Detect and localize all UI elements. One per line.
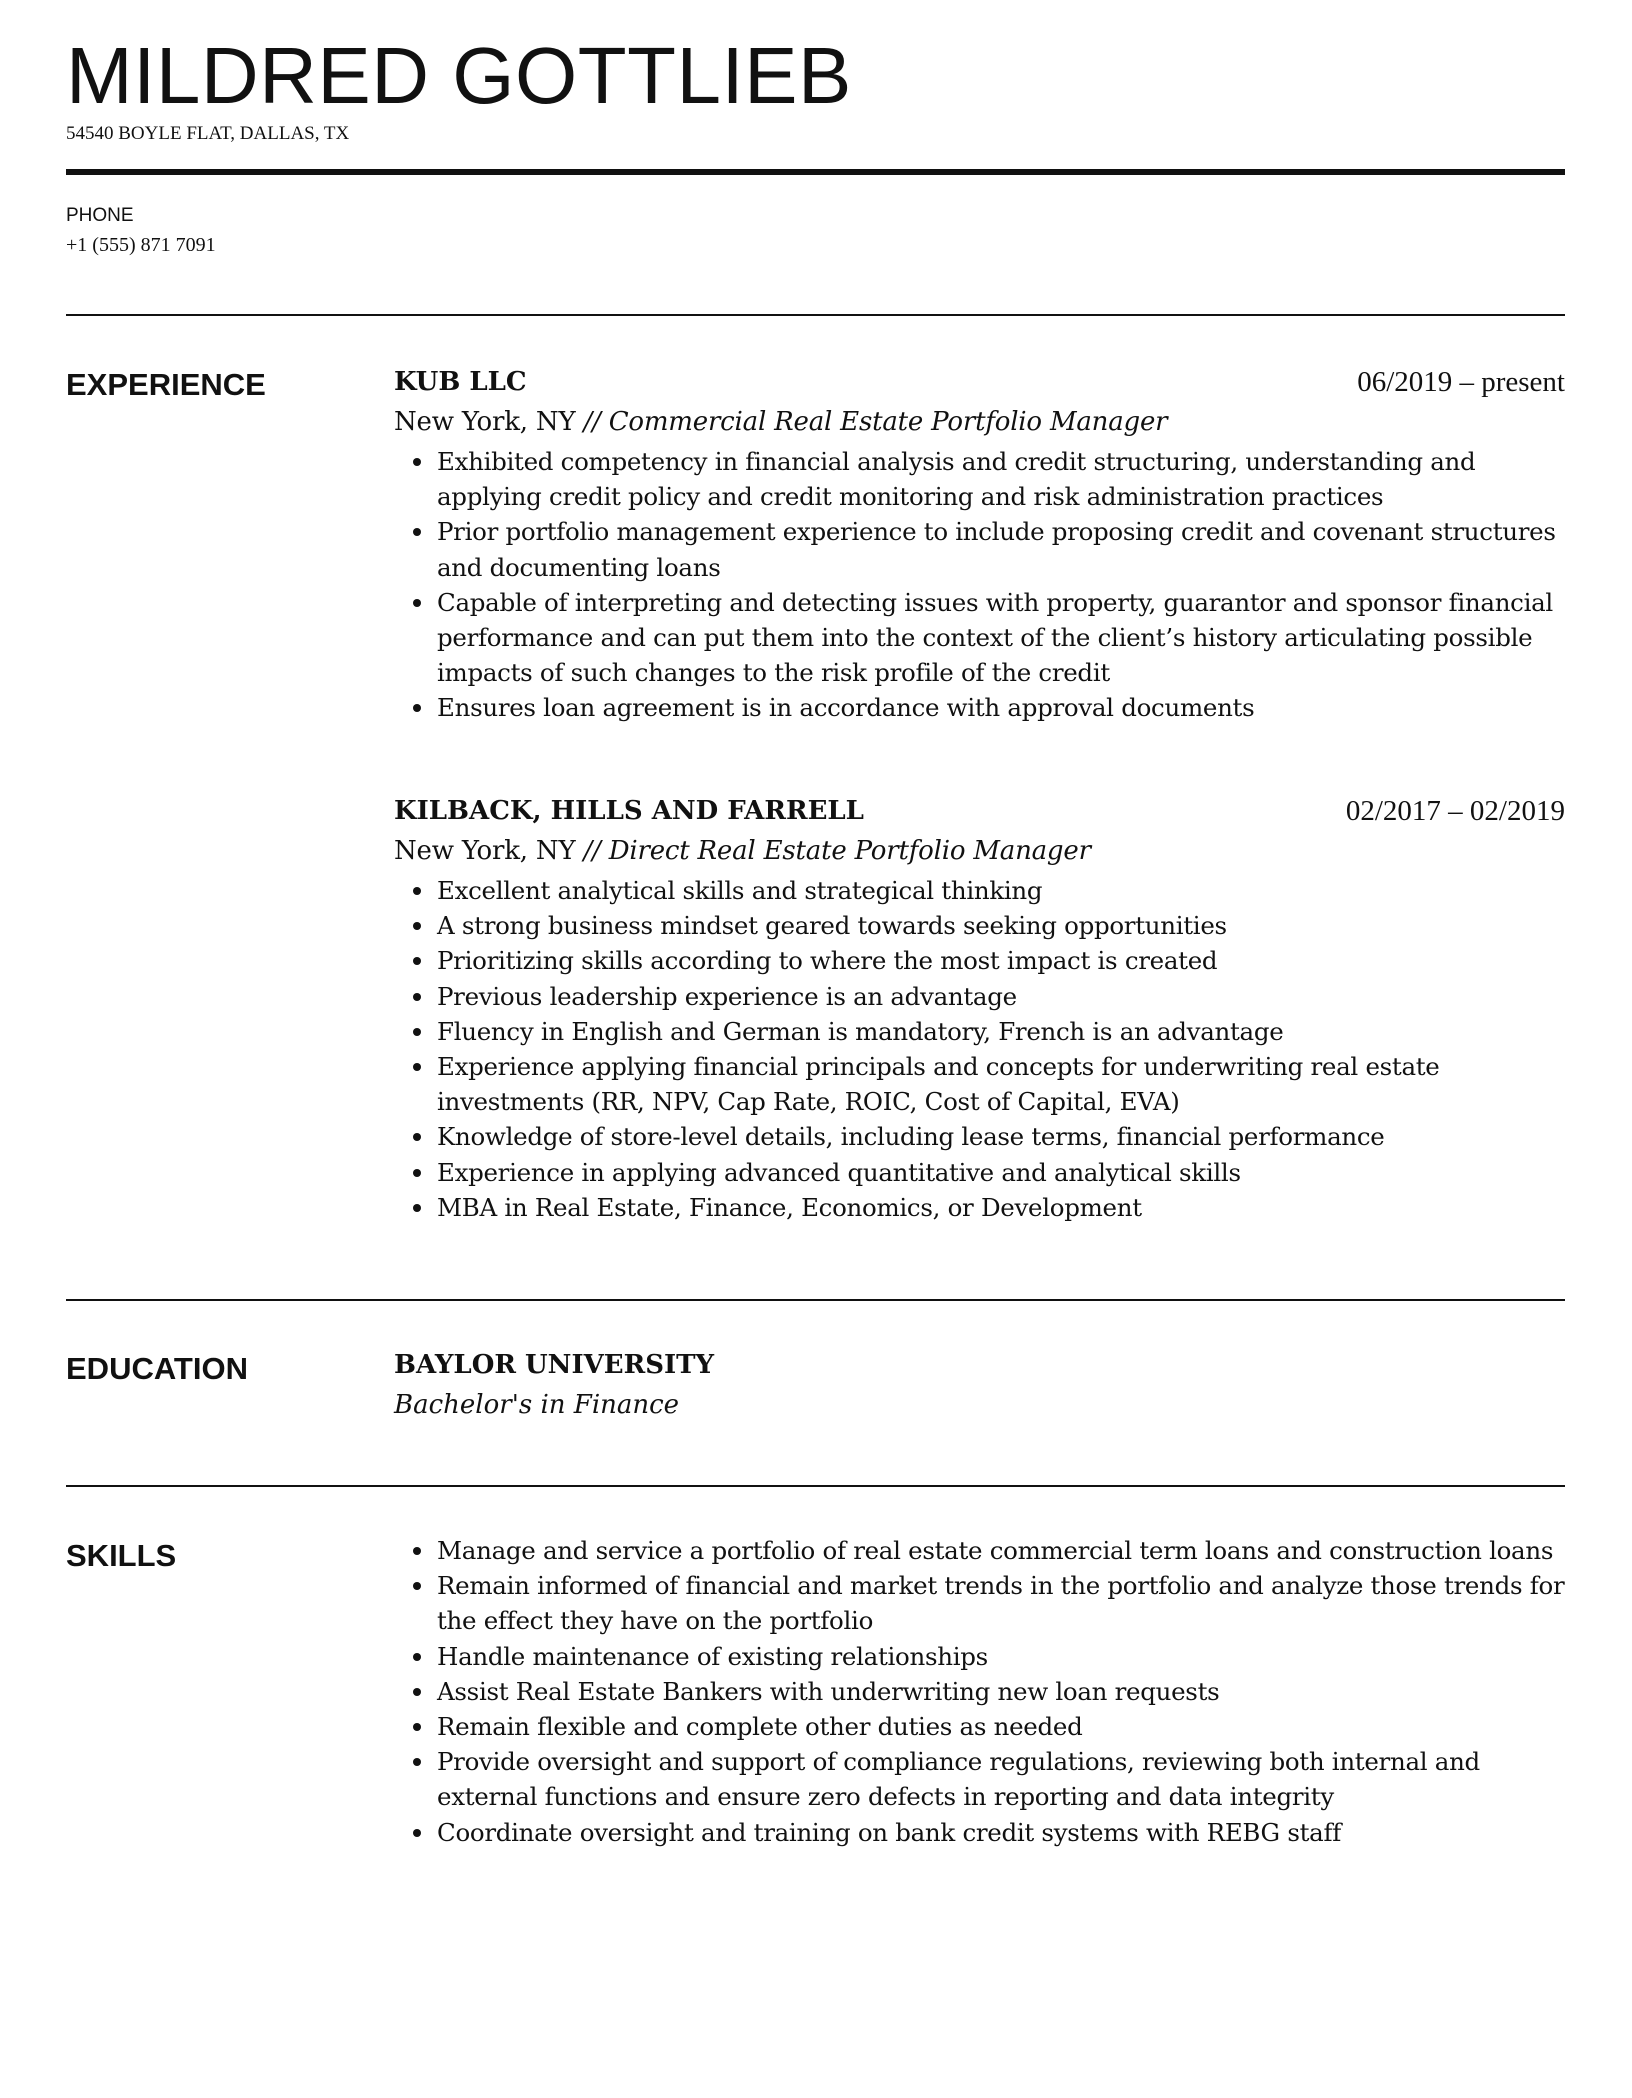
skills-entry bbox=[394, 1533, 1565, 1850]
experience-entry bbox=[394, 362, 1565, 726]
job-header bbox=[394, 362, 1565, 402]
list-item: Remain flexible and complete other duties as needed bbox=[394, 1709, 1565, 1744]
job-dates: 02/2017 – 02/2019 bbox=[1345, 795, 1565, 827]
candidate-address: 54540 BOYLE FLAT, DALLAS, TX bbox=[66, 123, 350, 144]
list-item: Remain informed of financial and market trends in the portfolio and analyze those trends for the effect they have on the portfolio bbox=[394, 1568, 1565, 1638]
header-divider bbox=[66, 169, 1565, 175]
experience-section-title: EXPERIENCE bbox=[66, 367, 266, 402]
job-role: Commercial Real Estate Portfolio Manager bbox=[608, 407, 1168, 437]
job-bullet-list bbox=[394, 873, 1565, 1225]
education-entry bbox=[394, 1345, 1565, 1425]
list-item: Manage and service a portfolio of real estate commercial term loans and construction loans bbox=[394, 1533, 1565, 1568]
list-item: MBA in Real Estate, Finance, Economics, or Development bbox=[394, 1190, 1565, 1225]
candidate-name: MILDRED GOTTLIEB bbox=[66, 31, 852, 120]
job-location-role bbox=[394, 402, 1565, 442]
list-item: Prior portfolio management experience to include proposing credit and covenant structures and documenting loans bbox=[394, 514, 1565, 584]
list-item: Experience in applying advanced quantitative and analytical skills bbox=[394, 1155, 1565, 1190]
job-separator: // bbox=[575, 407, 609, 437]
job-role: Direct Real Estate Portfolio Manager bbox=[608, 836, 1091, 866]
school-header bbox=[394, 1345, 1565, 1385]
list-item: Capable of interpreting and detecting issues with property, guarantor and sponsor financial performance and can put them into the context of the client’s history articulating possible impacts of such changes to the risk profile of the credit bbox=[394, 585, 1565, 691]
list-item: Ensures loan agreement is in accordance with approval documents bbox=[394, 690, 1565, 725]
section-divider bbox=[66, 1299, 1565, 1301]
experience-entry bbox=[394, 791, 1565, 1225]
skills-section-title: SKILLS bbox=[66, 1538, 177, 1573]
job-bullet-list bbox=[394, 444, 1565, 726]
list-item: Handle maintenance of existing relationships bbox=[394, 1639, 1565, 1674]
job-location: New York, NY bbox=[394, 836, 576, 866]
job-location-role bbox=[394, 831, 1565, 871]
school-name: BAYLOR UNIVERSITY bbox=[394, 1350, 715, 1380]
list-item: Fluency in English and German is mandatory, French is an advantage bbox=[394, 1014, 1565, 1049]
company-name: KILBACK, HILLS AND FARRELL bbox=[394, 796, 864, 826]
list-item: Exhibited competency in financial analysis and credit structuring, understanding and applying credit policy and credit monitoring and risk administration practices bbox=[394, 444, 1565, 514]
list-item: A strong business mindset geared towards seeking opportunities bbox=[394, 908, 1565, 943]
section-divider bbox=[66, 314, 1565, 316]
phone-label: PHONE bbox=[66, 205, 134, 226]
section-divider bbox=[66, 1485, 1565, 1487]
list-item: Knowledge of store-level details, including lease terms, financial performance bbox=[394, 1119, 1565, 1154]
job-header bbox=[394, 791, 1565, 831]
list-item: Prioritizing skills according to where the most impact is created bbox=[394, 943, 1565, 978]
job-separator: // bbox=[575, 836, 609, 866]
phone-value: +1 (555) 871 7091 bbox=[66, 234, 216, 256]
job-dates: 06/2019 – present bbox=[1357, 366, 1565, 398]
list-item: Previous leadership experience is an advantage bbox=[394, 979, 1565, 1014]
list-item: Assist Real Estate Bankers with underwriting new loan requests bbox=[394, 1674, 1565, 1709]
job-location: New York, NY bbox=[394, 407, 576, 437]
list-item: Provide oversight and support of compliance regulations, reviewing both internal and external functions and ensure zero defects in reporting and data integrity bbox=[394, 1744, 1565, 1814]
degree-name: Bachelor's in Finance bbox=[394, 1390, 680, 1420]
list-item: Coordinate oversight and training on bank credit systems with REBG staff bbox=[394, 1815, 1565, 1850]
list-item: Excellent analytical skills and strategical thinking bbox=[394, 873, 1565, 908]
list-item: Experience applying financial principals and concepts for underwriting real estate investments (RR, NPV, Cap Rate, ROIC, Cost of Capital, EVA) bbox=[394, 1049, 1565, 1119]
company-name: KUB LLC bbox=[394, 367, 527, 397]
skills-bullet-list bbox=[394, 1533, 1565, 1850]
education-section-title: EDUCATION bbox=[66, 1351, 248, 1386]
